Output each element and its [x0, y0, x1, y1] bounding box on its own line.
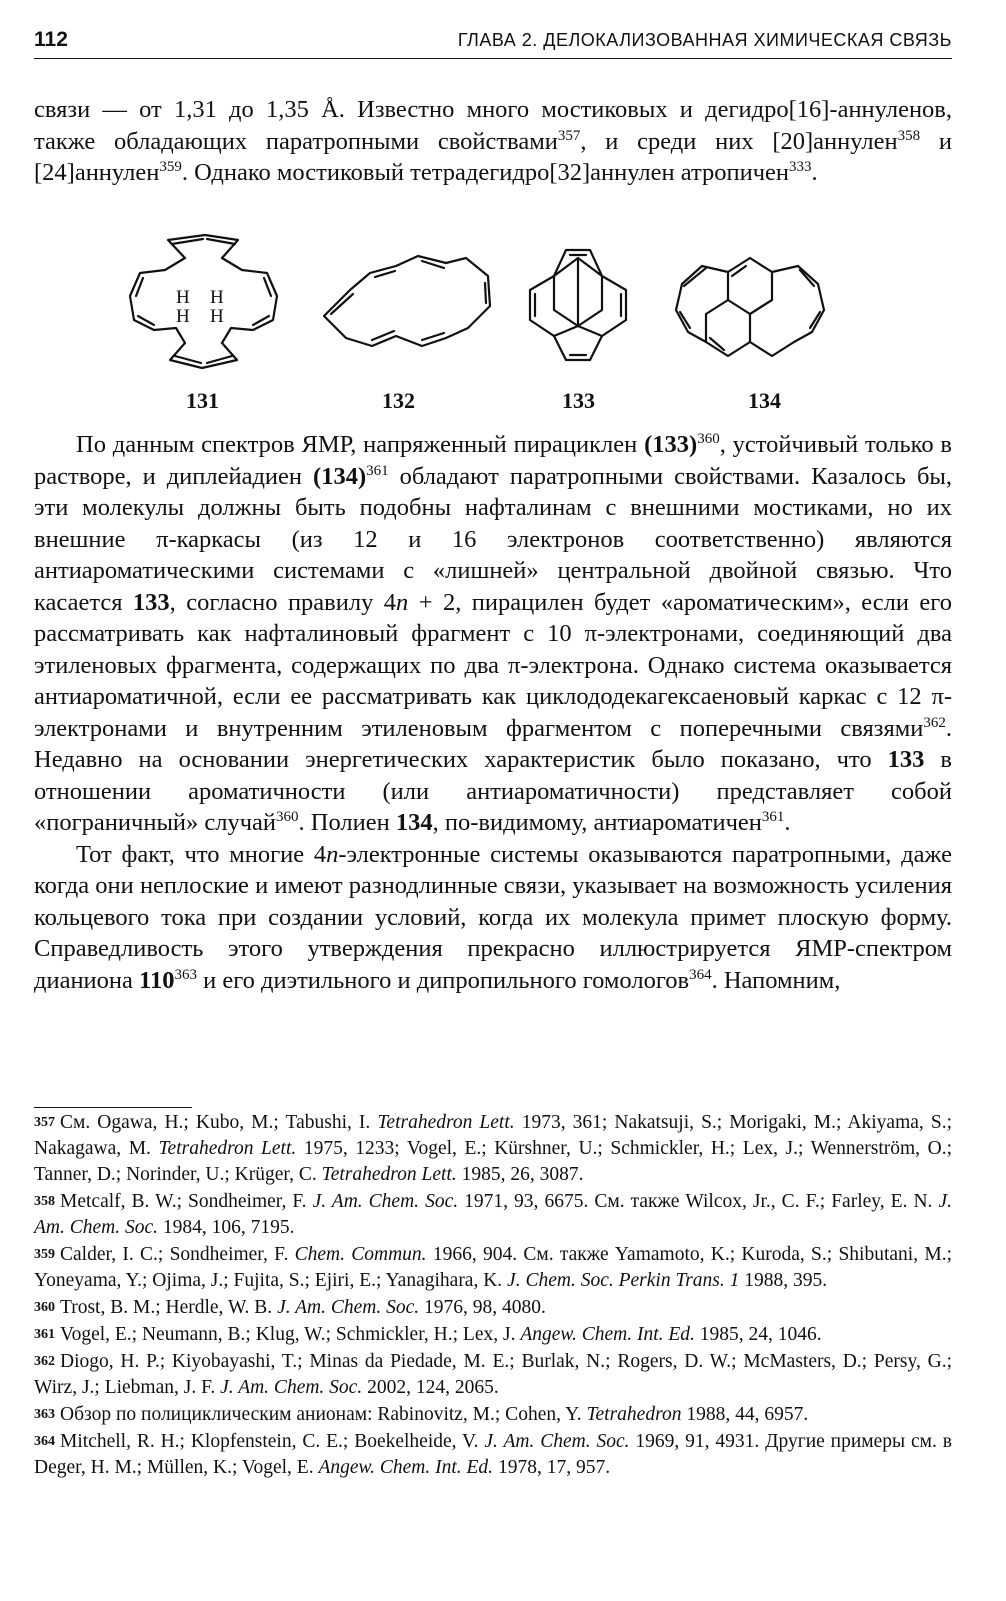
journal-name: Angew. Chem. Int. Ed.: [318, 1457, 494, 1478]
ref-marker: 362: [923, 714, 946, 731]
footnote-number: 361: [34, 1327, 55, 1342]
ref-marker: 360: [697, 431, 720, 447]
footnote-text: 2002, 124, 2065.: [362, 1377, 499, 1398]
journal-name: J. Am. Chem. Soc.: [34, 1191, 952, 1238]
ref-marker: 357: [557, 127, 581, 144]
footnote-number: 358: [34, 1194, 55, 1209]
ref-marker: 360: [276, 809, 299, 825]
footnote-text: 1985, 26, 3087.: [456, 1164, 584, 1185]
footnote-358: [34, 1189, 952, 1241]
footnote-text: Mitchell, R. H.; Klopfenstein, C. E.; Boekelheide, V.: [60, 1431, 485, 1452]
footnote-text: Metcalf, B. W.; Sondheimer, F.: [60, 1191, 313, 1212]
journal-name: Tetrahedron Lett.: [158, 1138, 297, 1159]
footnote-text: 1966, 904. См. также Yamamoto, K.; Kuroda, S.; Shibutani, M.; Yoneyama, Y.; Ojima, J.; Fujita, S.; Ejiri, E.; Yanagihara, K.: [34, 1244, 952, 1291]
h-atom: H: [176, 287, 190, 308]
footnote-text: 1988, 395.: [739, 1270, 828, 1291]
structure-label-133: 133: [562, 388, 595, 413]
footnote-text: Trost, B. M.; Herdle, W. B.: [60, 1297, 278, 1318]
journal-name: J. Am. Chem. Soc.: [312, 1191, 459, 1212]
journal-name: Tetrahedron: [586, 1404, 682, 1425]
ref-marker: 364: [689, 966, 712, 983]
footnote-357: [34, 1110, 952, 1188]
footnote-text: Vogel, E.; Neumann, B.; Klug, W.; Schmickler, H.; Lex, J.: [60, 1324, 521, 1345]
footnote-363: [34, 1402, 952, 1428]
footnote-360: [34, 1295, 952, 1321]
structure-131: [130, 235, 277, 368]
footnote-361: [34, 1322, 952, 1348]
journal-name: J. Am. Chem. Soc.: [277, 1297, 420, 1318]
footnote-362: [34, 1349, 952, 1401]
journal-name: Angew. Chem. Int. Ed.: [520, 1324, 695, 1345]
footnote-text: Обзор по полициклическим анионам: Rabinovitz, M.; Cohen, Y.: [60, 1404, 587, 1425]
footnote-text: 1976, 98, 4080.: [419, 1297, 546, 1318]
structure-label-131: 131: [186, 388, 219, 413]
footnote-text: 1978, 17, 957.: [493, 1457, 611, 1478]
ref-marker: 359: [159, 159, 182, 175]
footnote-number: 362: [34, 1354, 55, 1369]
chapter-running-head: ГЛАВА 2. ДЕЛОКАЛИЗОВАННАЯ ХИМИЧЕСКАЯ СВЯЗЬ: [457, 30, 952, 50]
structure-label-134: 134: [748, 388, 781, 413]
journal-name: J. Am. Chem. Soc.: [484, 1431, 630, 1452]
h-atom: H: [210, 306, 224, 327]
journal-name: J. Chem. Soc. Perkin Trans. 1: [507, 1270, 740, 1291]
footnote-number: 363: [34, 1407, 55, 1422]
ref-marker: 361: [761, 809, 785, 825]
footnote-number: 364: [34, 1434, 55, 1449]
footnote-359: [34, 1242, 952, 1294]
footnote-text: 1973, 361; Nakatsuji, S.; Morigaki, M.; Akiyama, S.; Nakagawa, M.: [34, 1112, 952, 1159]
page-number: 112: [34, 28, 68, 51]
journal-name: Tetrahedron Lett.: [321, 1164, 457, 1185]
h-atom: H: [176, 306, 190, 327]
footnote-text: 1969, 91, 4931. Другие примеры см. в Deger, H. M.; Müllen, K.; Vogel, E.: [34, 1431, 952, 1478]
structure-label-132: 132: [382, 388, 415, 413]
footnote-text: 1971, 93, 6675. См. также Wilcox, Jr., C. F.; Farley, E. N.: [458, 1191, 939, 1212]
footnote-text: 1985, 24, 1046.: [694, 1324, 822, 1345]
structure-132: [324, 256, 490, 346]
footnotes: [34, 1110, 952, 1482]
footnote-text: См. Ogawa, H.; Kubo, M.; Tabushi, I.: [60, 1112, 378, 1133]
footnote-text: Diogo, H. P.; Kiyobayashi, T.; Minas da Piedade, M. E.; Burlak, N.; Rogers, D. W.; McMasters, D.; Persy, G.; Wirz, J.; Liebman, J. F.: [34, 1351, 952, 1398]
journal-name: Tetrahedron Lett.: [377, 1112, 515, 1133]
ref-marker: 333: [789, 159, 812, 175]
footnote-number: 359: [34, 1247, 55, 1262]
body-paragraph-2: По данным спектров ЯМР, напряженный пирациклен $(133)^{360}$, устойчивый только в растворе, и диплейадиен $(134)^{361}$ обладают паратропными свойствами. Казалось бы, эти молекулы должны быть подобны нафталинам с внешними мостиками, но их внешние π-каркасы (из 12 и 16 электронов соответственно) являются антиароматическими системами с «лишней» центральной двойной связью. Что касается 133, согласно правилу 4n + 2, пирацилен будет «ароматическим», если его рассматривать как нафталиновый фрагмент с 10 π-электронами, соединяющий два этиленовых фрагмента, содержащих по два π-электрона. Однако система оказывается антиароматичной, если ее рассматривать как циклододекагексаеновый каркас с 12 π-электронами и внутренним этиленовым фрагментом с поперечными связями$^{362}$. Недавно на основании энергетических характеристик было показано, что 133 в отношении ароматичности (или антиароматичности) представляет собой «пограничный» случай$^{360}$. Полиен 134, по-видимому, антиароматичен$^{361}$. Тот факт, что многие 4n-электронные системы оказываются паратропными, даже когда они неплоские и имеют разнодлинные связи, указывает на возможность усиления кольцевого тока при создании условий, когда их молекула примет плоскую форму. Справедливость этого утверждения прекрасно иллюстрируется ЯМР-спектром дианиона $110^{363}$ и его диэтильного и дипропильного гомологов$^{364}$. Напомним,: [34, 431, 952, 994]
footnote-divider: [34, 1107, 192, 1108]
footnote-text: 1988, 44, 6957.: [681, 1404, 809, 1425]
ref-marker: 363: [174, 966, 197, 983]
structure-133: [530, 250, 626, 360]
footnote-text: 1984, 106, 7195.: [158, 1217, 295, 1238]
footnote-text: Calder, I. C.; Sondheimer, F.: [60, 1244, 295, 1265]
journal-name: J. Am. Chem. Soc.: [220, 1377, 363, 1398]
journal-name: Chem. Commun.: [294, 1244, 427, 1265]
footnote-number: 360: [34, 1300, 55, 1315]
footnote-number: 357: [34, 1115, 55, 1130]
footnote-364: [34, 1429, 952, 1481]
h-atom: H: [210, 287, 224, 308]
ref-marker: 358: [897, 127, 921, 144]
ref-marker: 361: [366, 462, 389, 479]
footnote-text: 1975, 1233; Vogel, E.; Kürshner, U.; Schmickler, H.; Lex, J.; Wennerström, O.; Tanner, D.; Norinder, U.; Krüger, C.: [34, 1138, 952, 1185]
structure-134: [676, 258, 824, 356]
body-paragraph-1: связи — от 1,31 до 1,35 Å. Известно много мостиковых и дегидро[16]-аннуленов, также обладающих паратропными свойствами$^{357}$, и среди них [20]аннулен$^{358}$ и [24]аннулен$^{359}$. Однако мостиковый тетрадегидро[32]аннулен атропичен$^{333}$.: [34, 96, 952, 186]
running-header: [34, 24, 952, 59]
